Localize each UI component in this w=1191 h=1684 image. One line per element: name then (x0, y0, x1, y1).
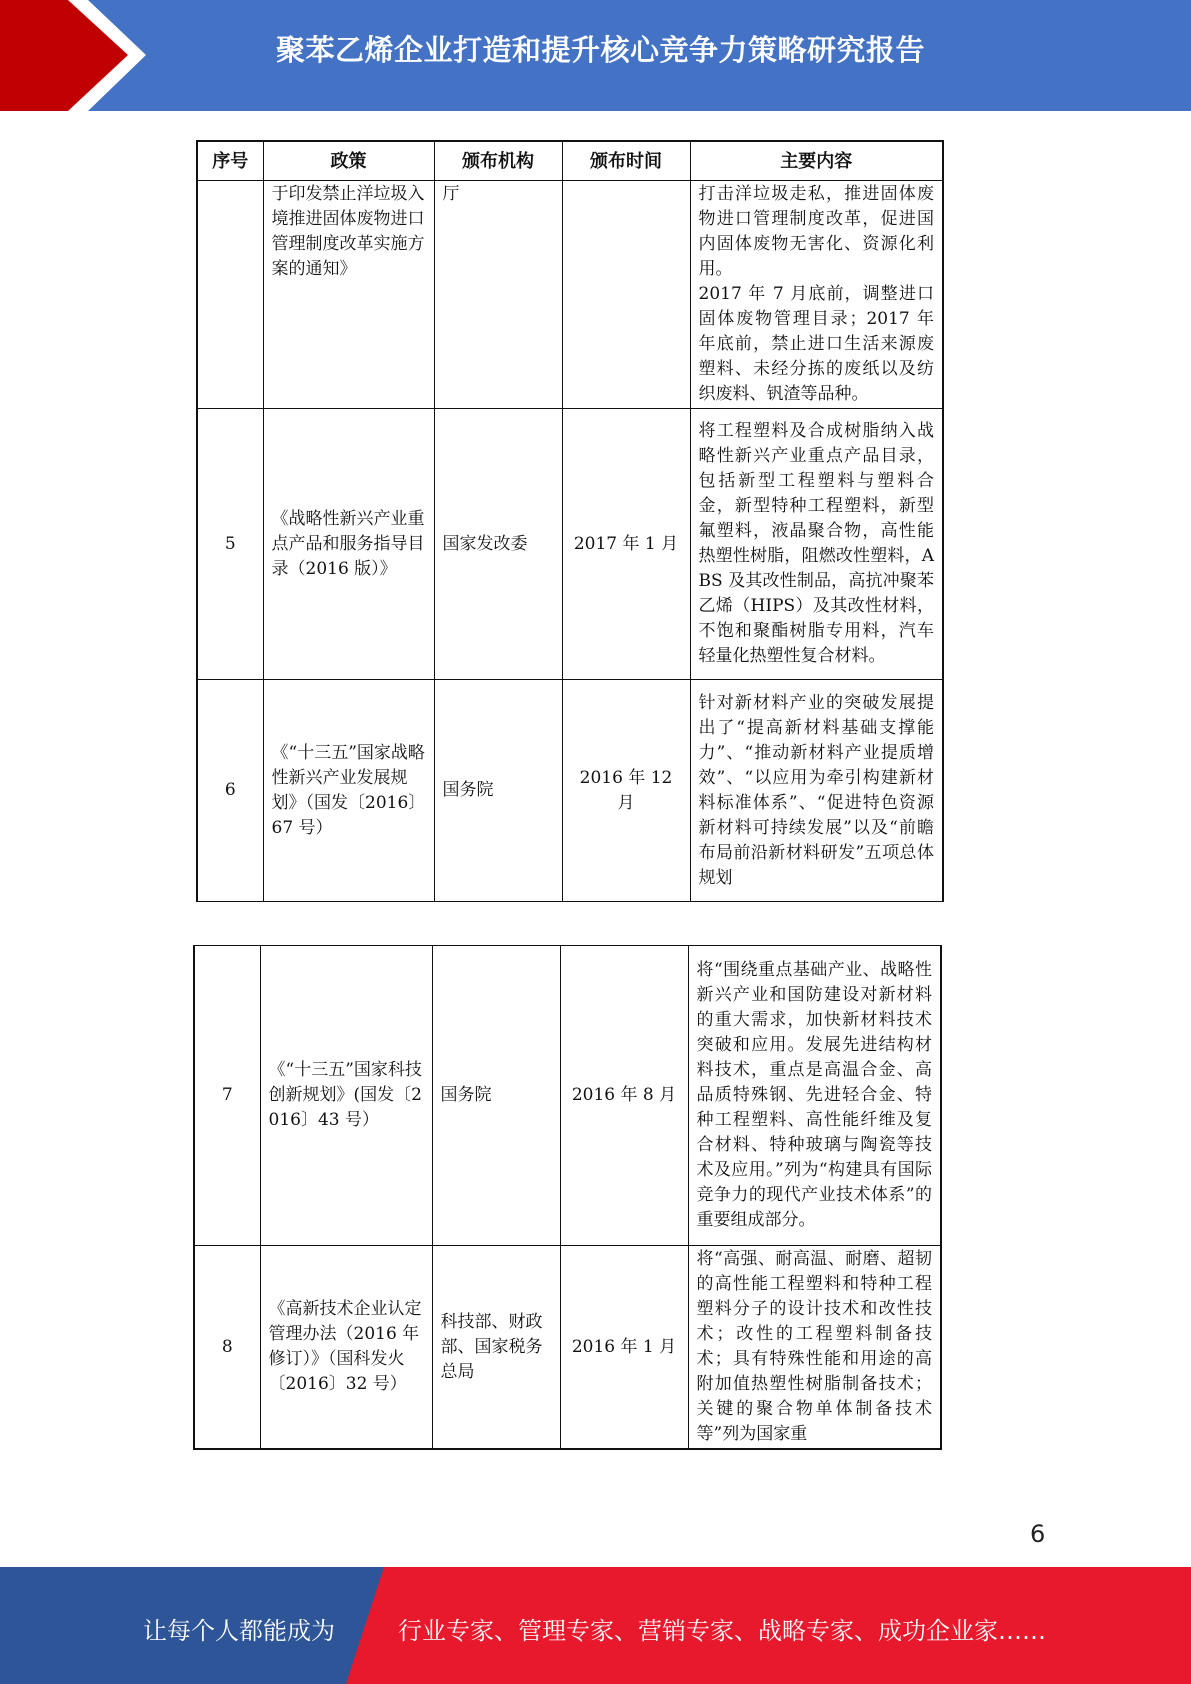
header-arrow-decoration (0, 0, 160, 111)
column-header-no: 序号 (197, 141, 263, 181)
row-no: 5 (197, 409, 263, 680)
report-title: 聚苯乙烯企业打造和提升核心竞争力策略研究报告 (276, 33, 926, 67)
table-header-row (197, 141, 943, 181)
row-content: 将工程塑料及合成树脂纳入战略性新兴产业重点产品目录，包括新型工程塑料与塑料合金，新型特种工程塑料，新型氟塑料，液晶聚合物，高性能热塑性树脂，阻燃改性塑料，ABS 及其改性制品，高抗冲聚苯乙烯（HIPS）及其改性材料，不饱和聚酯树脂专用料，汽车轻量化热塑性复合材料。 (690, 409, 943, 680)
row-no: 6 (197, 680, 263, 902)
page-number: 6 (1030, 1520, 1046, 1548)
row-content: 将“围绕重点基础产业、战略性新兴产业和国防建设对新材料的重大需求，加快新材料技术突破和应用。发展先进结构材料技术，重点是高温合金、高品质特殊钢、先进轻合金、特种工程塑料、高性能纤维及复合材料、特种玻璃与陶瓷等技术及应用。”列为“构建具有国际竞争力的现代产业技术体系”的重要组成部分。 (688, 946, 941, 1246)
table-row (197, 181, 943, 409)
row-agency: 国家发改委 (434, 409, 562, 680)
table-row (197, 409, 943, 680)
row-date: 2016 年 12 月 (562, 680, 690, 902)
row-date: 2016 年 1 月 (560, 1246, 688, 1450)
row-content-paragraph-1: 打击洋垃圾走私，推进固体废物进口管理制度改革，促进国内固体废物无害化、资源化利用。 (698, 184, 934, 279)
row-agency: 科技部、财政部、国家税务总局 (432, 1246, 560, 1450)
column-header-date: 颁布时间 (562, 141, 690, 181)
row-agency: 厅 (434, 181, 562, 409)
row-policy: 《“十三五”国家战略性新兴产业发展规划》（国发〔2016〕67 号） (263, 680, 434, 902)
row-content: 将“高强、耐高温、耐磨、超韧的高性能工程塑料和特种工程塑料分子的设计技术和改性技术；改性的工程塑料制备技术；具有特殊性能和用途的高附加值热塑性树脂制备技术；关键的聚合物单体制备技术等”列为国家重 (688, 1246, 941, 1450)
policy-table-part-2 (193, 945, 942, 1450)
row-policy: 《高新技术企业认定管理办法（2016 年修订）》（国科发火〔2016〕32 号） (260, 1246, 432, 1450)
table-row (194, 946, 941, 1246)
row-no: 8 (194, 1246, 260, 1450)
table-row (194, 1246, 941, 1450)
row-agency: 国务院 (434, 680, 562, 902)
row-date: 2016 年 8 月 (560, 946, 688, 1246)
row-agency: 国务院 (432, 946, 560, 1246)
row-no (197, 181, 263, 409)
row-content: 针对新材料产业的突破发展提出了“提高新材料基础支撑能力”、“推动新材料产业提质增效”、“以应用为牵引构建新材料标准体系”、“促进特色资源新材料可持续发展”以及“前瞻布局前沿新材料研发”五项总体规划 (690, 680, 943, 902)
table-row (197, 680, 943, 902)
row-content (690, 181, 943, 409)
row-date: 2017 年 1 月 (562, 409, 690, 680)
column-header-policy: 政策 (263, 141, 434, 181)
row-no: 7 (194, 946, 260, 1246)
footer-bar (0, 1567, 1191, 1684)
row-policy: 《战略性新兴产业重点产品和服务指导目录（2016 版）》 (263, 409, 434, 680)
footer-slogan-right: 行业专家、管理专家、营销专家、战略专家、成功企业家…… (398, 1617, 1046, 1645)
policy-table-part-1 (196, 140, 944, 902)
row-date (562, 181, 690, 409)
column-header-agency: 颁布机构 (434, 141, 562, 181)
row-policy: 《“十三五”国家科技创新规划》(国发〔2016〕43 号） (260, 946, 432, 1246)
footer-slogan-left: 让每个人都能成为 (143, 1617, 335, 1645)
header-bar (0, 0, 1191, 111)
row-content-paragraph-2: 2017 年 7 月底前，调整进口固体废物管理目录；2017 年年底前，禁止进口生活来源废塑料、未经分拣的废纸以及纺织废料、钒渣等品种。 (698, 284, 934, 404)
column-header-content: 主要内容 (690, 141, 943, 181)
row-policy: 于印发禁止洋垃圾入境推进固体废物进口管理制度改革实施方案的通知》 (263, 181, 434, 409)
